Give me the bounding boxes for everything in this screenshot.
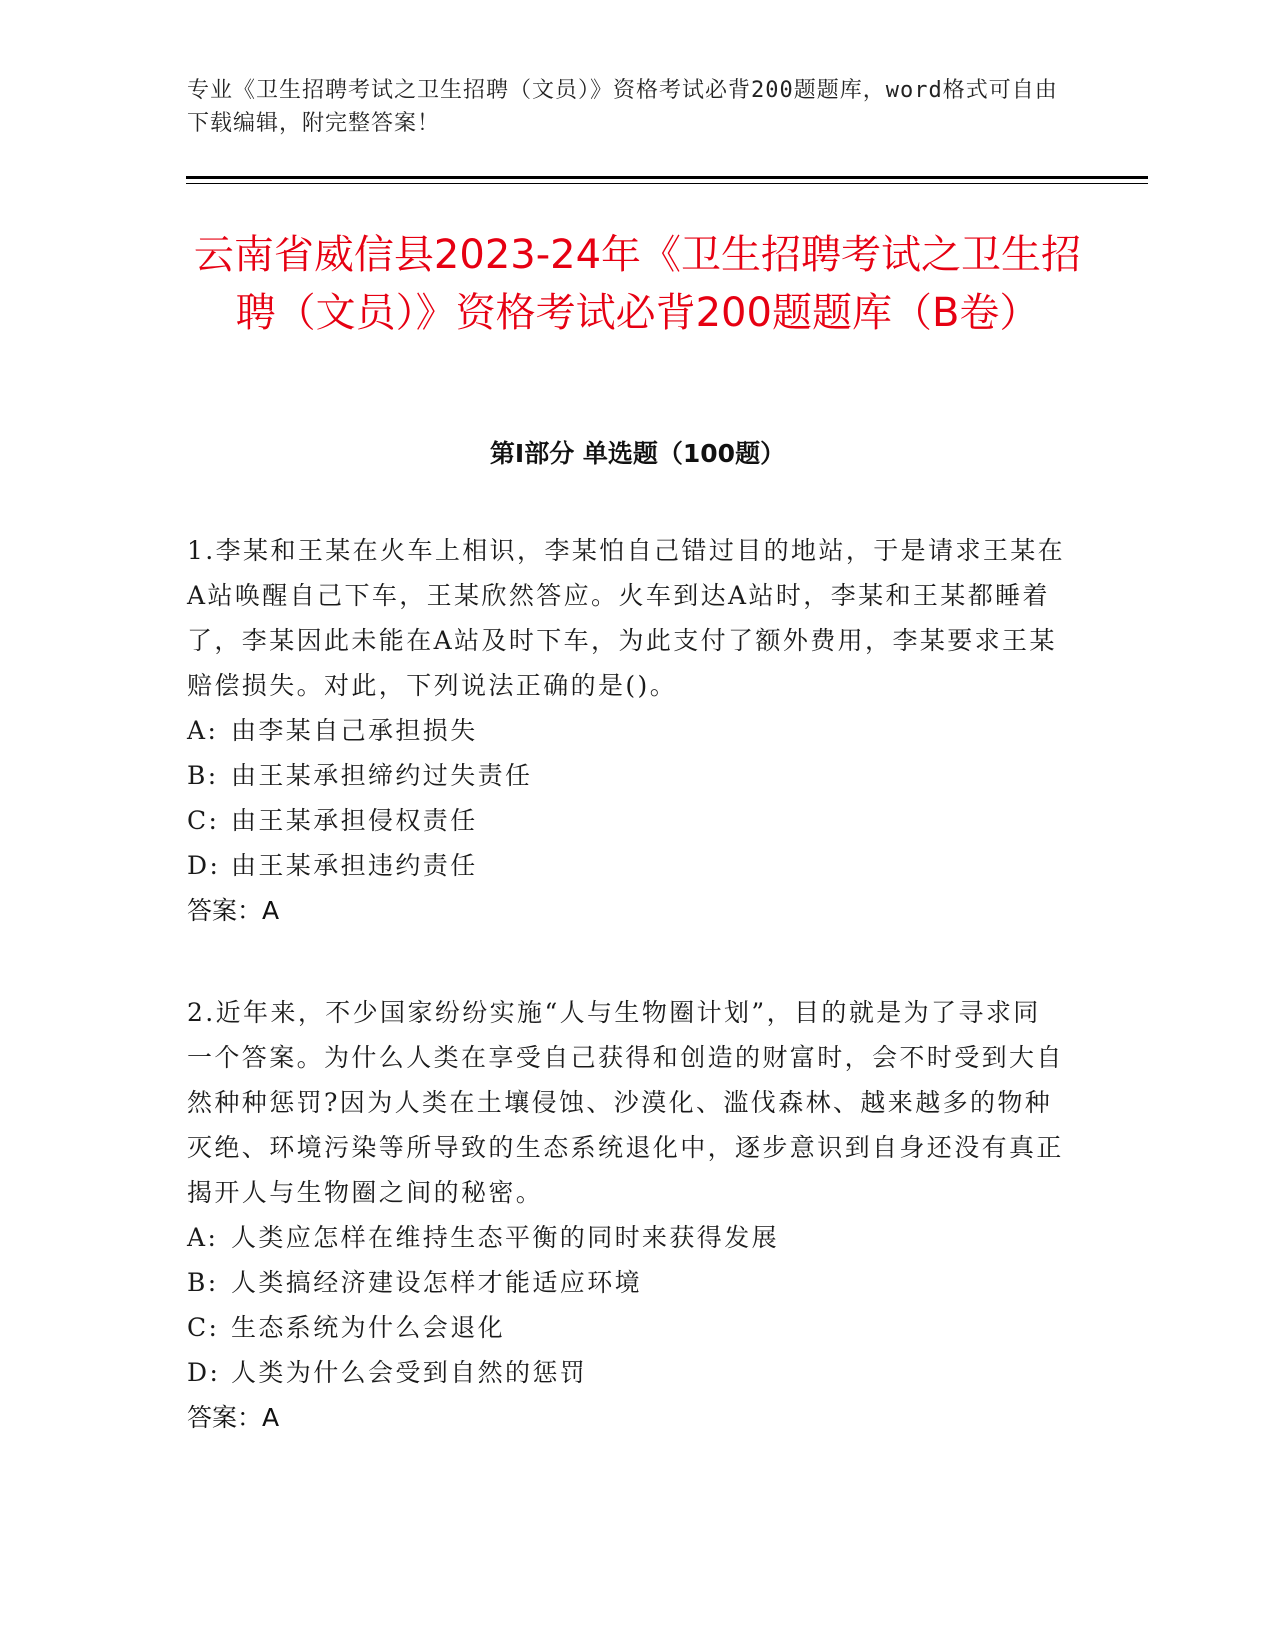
question-list bbox=[187, 528, 1067, 1497]
option-text: 由王某承担缔约过失责任 bbox=[231, 761, 533, 790]
header-rule-thin bbox=[186, 183, 1148, 184]
option-key: A: bbox=[187, 716, 219, 745]
option-key: B: bbox=[187, 1268, 219, 1297]
option-text: 人类搞经济建设怎样才能适应环境 bbox=[231, 1268, 643, 1297]
header-rule-thick bbox=[186, 176, 1148, 179]
option-text: 人类为什么会受到自然的惩罚 bbox=[231, 1358, 588, 1387]
option-text: 由李某自己承担损失 bbox=[231, 716, 478, 745]
option-d bbox=[187, 843, 1067, 888]
option-c bbox=[187, 1305, 1067, 1350]
question-1 bbox=[187, 528, 1067, 934]
option-text: 生态系统为什么会退化 bbox=[231, 1313, 506, 1342]
section-title: 第Ⅰ部分 单选题（100题） bbox=[489, 439, 786, 468]
option-a bbox=[187, 708, 1067, 753]
document-title: 云南省威信县2023-24年《卫生招聘考试之卫生招聘（文员）》资格考试必背200题题库（B卷） bbox=[193, 232, 1082, 336]
question-stem: 1.李某和王某在火车上相识，李某怕自己错过目的地站，于是请求王某在A站唤醒自己下车，王某欣然答应。火车到达A站时，李某和王某都睡着了，李某因此未能在A站及时下车，为此支付了额外费用，李某要求王某赔偿损失。对此，下列说法正确的是()。 bbox=[187, 536, 1066, 700]
question-stem: 2.近年来，不少国家纷纷实施“人与生物圈计划”，目的就是为了寻求同一个答案。为什么人类在享受自己获得和创造的财富时，会不时受到大自然种种惩罚?因为人类在土壤侵蚀、沙漠化、滥伐森林、越来越多的物种灭绝、环境污染等所导致的生态系统退化中，逐步意识到自身还没有真正揭开人与生物圈之间的秘密。 bbox=[187, 998, 1064, 1207]
answer-line: 答案：A bbox=[187, 1403, 280, 1432]
option-key: C: bbox=[187, 806, 220, 835]
header-note: 专业《卫生招聘考试之卫生招聘（文员）》资格考试必背200题题库，word格式可自由下载编辑，附完整答案！ bbox=[187, 78, 1058, 136]
option-d bbox=[187, 1350, 1067, 1395]
option-key: C: bbox=[187, 1313, 220, 1342]
option-text: 由王某承担侵权责任 bbox=[231, 806, 478, 835]
option-text: 由王某承担违约责任 bbox=[231, 851, 478, 880]
option-text: 人类应怎样在维持生态平衡的同时来获得发展 bbox=[231, 1223, 780, 1252]
option-b bbox=[187, 753, 1067, 798]
option-key: D: bbox=[187, 851, 221, 880]
option-c bbox=[187, 798, 1067, 843]
option-key: B: bbox=[187, 761, 219, 790]
option-b bbox=[187, 1260, 1067, 1305]
option-key: D: bbox=[187, 1358, 221, 1387]
option-a bbox=[187, 1215, 1067, 1260]
question-2 bbox=[187, 990, 1067, 1441]
answer-line: 答案：A bbox=[187, 896, 280, 925]
option-key: A: bbox=[187, 1223, 219, 1252]
